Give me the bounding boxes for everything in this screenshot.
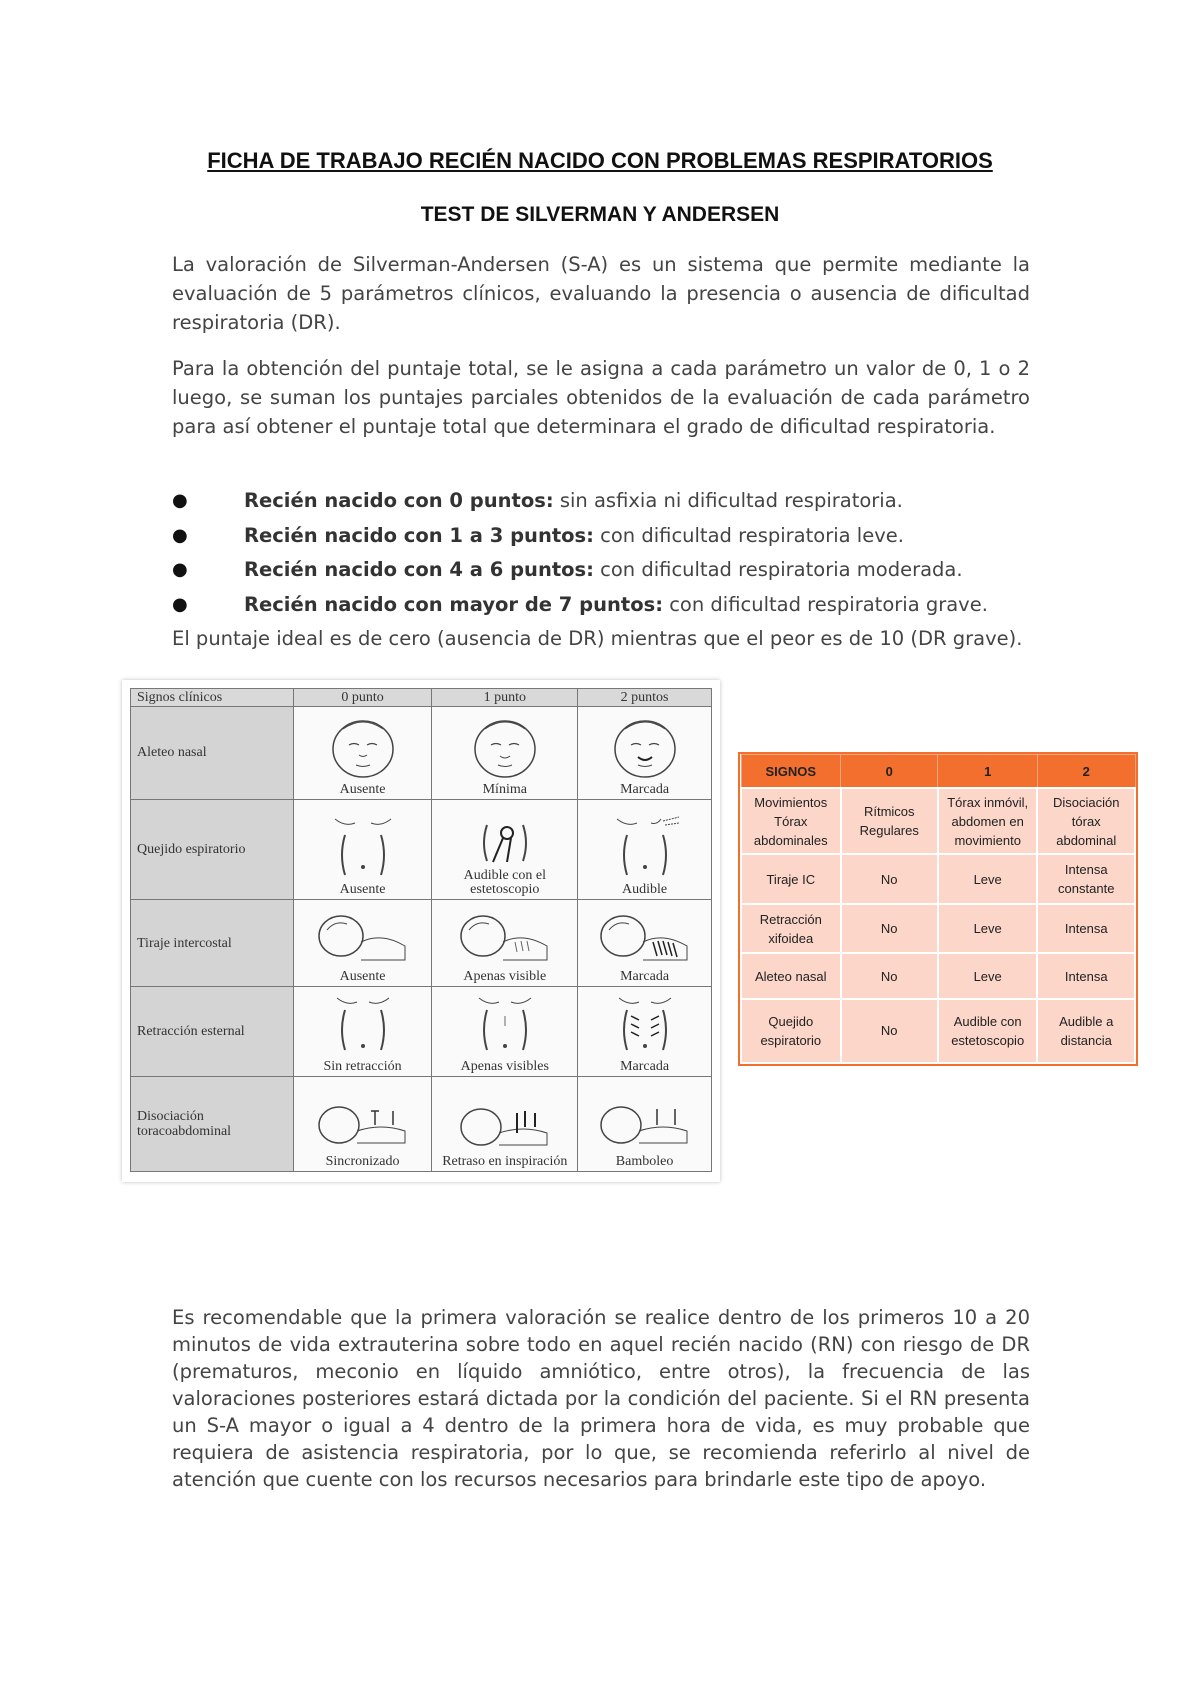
chest-icon: [323, 813, 403, 881]
silverman-score-table: [740, 754, 1136, 1064]
table-cell: Audible a distancia: [1037, 999, 1135, 1063]
illustration-grid: [130, 688, 712, 1172]
cell-caption: Ausente: [339, 781, 386, 797]
bullet-bold: Recién nacido con mayor de 7 puntos:: [244, 592, 664, 616]
header-signs: Signos clínicos: [131, 689, 294, 707]
table-cell: Disociación tórax abdominal: [1037, 788, 1135, 854]
table-cell: No: [841, 904, 938, 954]
illustration-cell: [578, 707, 712, 799]
illustration-cell: [293, 900, 432, 987]
cell-caption: Mínima: [482, 781, 527, 797]
stethoscope-icon: [465, 815, 545, 867]
table-cell: Tórax inmóvil, abdomen en movimiento: [938, 788, 1038, 854]
illustration-cell: [432, 799, 578, 899]
chest-icon: [465, 994, 545, 1058]
illustration-cell: [293, 987, 432, 1076]
table-cell: Audible con estetoscopio: [938, 999, 1038, 1063]
sign-label: Tiraje intercostal: [131, 900, 294, 987]
lying-baby-icon: [595, 906, 695, 968]
cell-caption: Marcada: [620, 969, 670, 985]
bullet-text: sin asfixia ni dificultad respiratoria.: [553, 489, 903, 512]
illustration-cell: [578, 1076, 712, 1171]
bullet-bold: Recién nacido con 1 a 3 puntos:: [244, 523, 594, 547]
illustration-cell: [432, 900, 578, 987]
baby-face-icon: [605, 715, 685, 781]
header-1: 1: [938, 755, 1038, 789]
table-cell: Movimientos Tórax abdominales: [741, 788, 841, 854]
table-cell: Quejido espiratorio: [741, 999, 841, 1063]
table-cell: No: [841, 854, 938, 904]
cell-caption: Audible con el estetoscopio: [463, 868, 546, 898]
baby-face-icon: [323, 715, 403, 781]
header-2: 2 puntos: [578, 689, 712, 707]
document-subtitle: TEST DE SILVERMAN Y ANDERSEN: [420, 203, 780, 226]
cell-caption: Marcada: [620, 781, 670, 797]
illustration-cell: [293, 1076, 432, 1171]
intro-paragraph: La valoración de Silverman-Andersen (S-A) es un sistema que permite mediante la evaluación de 5 parámetros clínicos, evaluando la presencia o ausencia de dificultad respiratoria (DR).: [172, 253, 1030, 334]
cell-caption: Ausente: [339, 882, 386, 898]
illustration-cell: [578, 900, 712, 987]
illustration-cell: [293, 707, 432, 799]
sign-label: Quejido espiratorio: [131, 799, 294, 899]
table-cell: Retracción xifoidea: [741, 904, 841, 954]
sign-label: Aleteo nasal: [131, 707, 294, 799]
bullet-item: [172, 553, 1032, 588]
score-bullet-list: [172, 484, 1032, 622]
cell-caption: Audible: [622, 882, 668, 898]
bullet-item: [172, 588, 1032, 623]
table-cell: Leve: [938, 904, 1038, 954]
closing-paragraph: Es recomendable que la primera valoración se realice dentro de los primeros 10 a 20 minutos de vida extrauterina sobre todo en aquel recién nacido (RN) con riesgo de DR (prematuros, meconio en líquido amniótico, entre otros), la frecuencia de las valoraciones posteriores estará dictada por la condición del paciente. Si el RN presenta un S-A mayor o igual a 4 dentro de la primera hora de vida, es muy probable que requiera de asistencia respiratoria, por lo que, se recomienda referirlo al nivel de atención que cuente con los recursos necesarios para brindarle este tipo de apoyo.: [172, 1306, 1030, 1491]
baby-face-icon: [465, 715, 545, 781]
chest-icon: [605, 813, 685, 881]
sign-label: Disociación toracoabdominal: [131, 1076, 294, 1171]
table-cell: Rítmicos Regulares: [841, 788, 938, 854]
bullet-item: [172, 519, 1032, 554]
ideal-score-paragraph: El puntaje ideal es de cero (ausencia de DR) mientras que el peor es de 10 (DR grave).: [172, 627, 1023, 650]
table-cell: No: [841, 953, 938, 998]
table-cell: Aleteo nasal: [741, 953, 841, 998]
illustration-cell: [578, 987, 712, 1076]
bullet-text: con dificultad respiratoria grave.: [663, 592, 988, 616]
cell-caption: Retraso en inspiración: [442, 1154, 568, 1169]
table-cell: Tiraje IC: [741, 854, 841, 904]
document-title: FICHA DE TRABAJO RECIÉN NACIDO CON PROBLEMAS RESPIRATORIOS: [207, 148, 993, 173]
table-cell: No: [841, 999, 938, 1063]
cell-caption: Apenas visible: [463, 969, 547, 985]
cell-caption: Sin retracción: [323, 1058, 402, 1074]
bullet-icon: ●: [172, 593, 188, 615]
illustration-cell: [432, 1076, 578, 1171]
bullet-bold: Recién nacido con 0 puntos:: [244, 489, 554, 512]
header-1: 1 punto: [432, 689, 578, 707]
bullet-icon: ●: [172, 559, 188, 580]
scoring-paragraph: Para la obtención del puntaje total, se le asigna a cada parámetro un valor de 0, 1 o 2 luego, se suman los puntajes parciales obtenidos de la evaluación de cada parámetro para así obtener el puntaje total que determinara el grado de dificultad respiratoria.: [172, 357, 1030, 438]
bullet-icon: ●: [172, 490, 188, 511]
lying-baby-icon: [313, 1091, 413, 1153]
header-0: 0 punto: [293, 689, 432, 707]
illustration-cell: [432, 987, 578, 1076]
table-cell: Intensa constante: [1037, 854, 1135, 904]
chest-icon: [605, 994, 685, 1058]
cell-caption: Apenas visibles: [460, 1058, 549, 1074]
lying-baby-icon: [595, 1091, 695, 1153]
cell-caption: Marcada: [620, 1058, 670, 1074]
table-cell: Leve: [938, 854, 1038, 904]
header-0: 0: [841, 755, 938, 789]
bullet-icon: ●: [172, 524, 188, 546]
silverman-illustration-table: [122, 680, 720, 1182]
table-cell: Intensa: [1037, 953, 1135, 998]
illustration-cell: [432, 707, 578, 799]
lying-baby-icon: [313, 906, 413, 968]
table-cell: Leve: [938, 953, 1038, 998]
lying-baby-icon: [455, 1101, 555, 1153]
bullet-bold: Recién nacido con 4 a 6 puntos:: [244, 558, 594, 581]
header-signos: SIGNOS: [741, 755, 841, 789]
chest-icon: [323, 994, 403, 1058]
bullet-text: con dificultad respiratoria leve.: [593, 523, 904, 547]
bullet-item: [172, 484, 1032, 519]
illustration-cell: [293, 799, 432, 899]
cell-caption: Ausente: [339, 969, 386, 985]
bullet-text: con dificultad respiratoria moderada.: [593, 558, 963, 581]
cell-caption: Sincronizado: [325, 1154, 400, 1169]
table-cell: Intensa: [1037, 904, 1135, 954]
header-2: 2: [1037, 755, 1135, 789]
cell-caption: Bamboleo: [615, 1154, 674, 1169]
illustration-cell: [578, 799, 712, 899]
sign-label: Retracción esternal: [131, 987, 294, 1076]
lying-baby-icon: [455, 906, 555, 968]
